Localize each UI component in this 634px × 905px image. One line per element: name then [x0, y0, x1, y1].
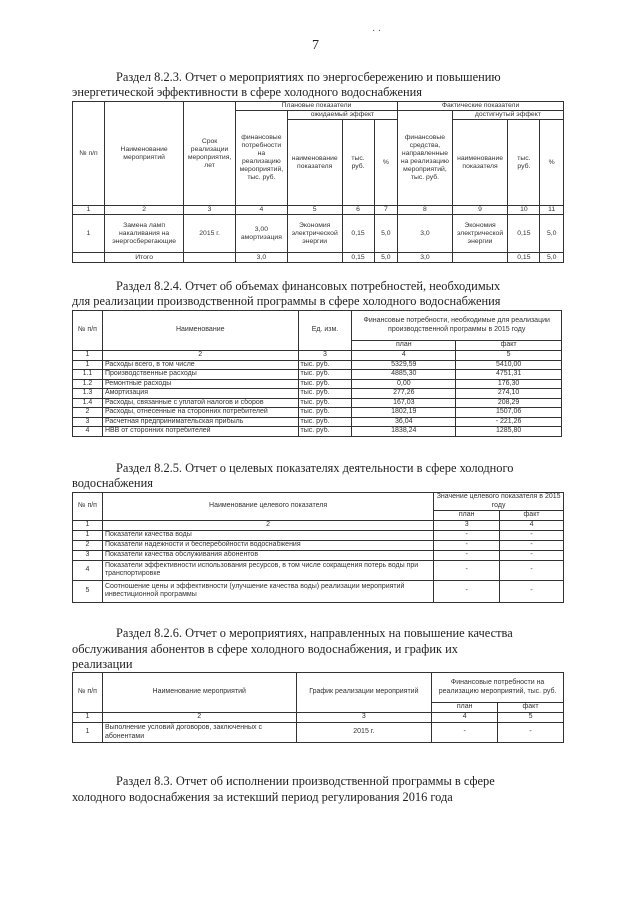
s825-table — [72, 492, 564, 603]
cell-name: Расходы, связанные с уплатой налогов и сборов — [102, 398, 298, 408]
cell-name: Расчетная предпринимательская прибыль — [102, 417, 298, 427]
cell-fact: - — [500, 530, 564, 540]
table-row — [73, 427, 562, 437]
s823-h-plan-fin: финансовые потребности на реализацию мероприятий, тыс. руб. — [235, 111, 287, 206]
s823-h-eff-name: наименование показателя — [287, 120, 342, 206]
cell-unit: тыс. руб. — [298, 398, 352, 408]
s823-colnum: 9 — [452, 206, 508, 215]
s823-h-expected: ожидаемый эффект — [287, 111, 397, 120]
s826-colnum: 2 — [102, 713, 296, 723]
s823-h-eff-thous: тыс. руб. — [342, 120, 374, 206]
cell-num: 1 — [73, 360, 103, 370]
s823-h-fact-fin: финансовые средства, направленные на реализацию мероприятий, тыс. руб. — [398, 111, 453, 206]
cell-unit: тыс. руб. — [298, 379, 352, 389]
s824-colnum: 3 — [298, 351, 352, 361]
cell-name: Расходы, отнесенные на сторонних потребителей — [102, 408, 298, 418]
cell-num: 1.4 — [73, 398, 103, 408]
cell-num: 3 — [73, 550, 103, 560]
cell-total-eff-pct: 5,0 — [374, 253, 398, 263]
s823-colnum: 11 — [540, 206, 564, 215]
s824-h-name: Наименование — [102, 311, 298, 351]
table-row — [73, 550, 564, 560]
cell-plan: - — [434, 550, 500, 560]
cell-plan: 4885,30 — [352, 370, 456, 380]
cell-num: 3 — [73, 417, 103, 427]
s825-h-num: № п/п — [73, 493, 103, 521]
cell-plan: 0,00 — [352, 379, 456, 389]
s823-title-line2: энергетической эффективности в сфере холодного водоснабжения — [72, 85, 423, 99]
cell-num: 1 — [73, 215, 105, 253]
cell-num: 1.2 — [73, 379, 103, 389]
s825-title-line2: водоснабжения — [72, 476, 153, 490]
cell-fact: 1507,06 — [456, 408, 562, 418]
s823-colnum: 5 — [287, 206, 342, 215]
cell-name: Показатели эффективности использования ресурсов, в том числе сокращения потерь воды при транспортировке — [102, 560, 433, 580]
cell-plan: - — [434, 580, 500, 602]
cell-total-fact-fin: 3,0 — [398, 253, 453, 263]
s824-h-fact: факт — [456, 341, 562, 351]
s826-colnum: 5 — [498, 713, 564, 723]
scan-mark: · · — [372, 26, 382, 37]
cell-name: Показатели качества воды — [102, 530, 433, 540]
cell-name: Амортизация — [102, 389, 298, 399]
s825-h-plan: план — [434, 511, 500, 521]
cell-ach-pct: 5,0 — [540, 215, 564, 253]
cell-name: Соотношение цены и эффективности (улучшение качества воды) реализации мероприятий инвестиционной программы — [102, 580, 433, 602]
cell-unit: тыс. руб. — [298, 360, 352, 370]
cell-name: Производственные расходы — [102, 370, 298, 380]
s825-h-fact: факт — [500, 511, 564, 521]
cell-unit: тыс. руб. — [298, 389, 352, 399]
page-number: 7 — [312, 38, 319, 53]
cell-fact: 1285,80 — [456, 427, 562, 437]
cell-fact-fin: 3,0 — [398, 215, 453, 253]
s824-colnum: 1 — [73, 351, 103, 361]
s823-colnum: 3 — [184, 206, 236, 215]
cell-name: Замена ламп накаливания на энергосберегающие — [105, 215, 184, 253]
cell-fact: - — [500, 560, 564, 580]
s823-colnum: 1 — [73, 206, 105, 215]
table-row — [73, 580, 564, 602]
s823-colnum: 6 — [342, 206, 374, 215]
cell-plan: - — [434, 540, 500, 550]
cell-plan: 1802,19 — [352, 408, 456, 418]
cell-num: 4 — [73, 560, 103, 580]
cell-ach-name: Экономия электрической энергии — [452, 215, 508, 253]
cell-num: 5 — [73, 580, 103, 602]
cell-plan: - — [434, 560, 500, 580]
s824-h-plan: план — [352, 341, 456, 351]
cell-name: Показатели надежности и бесперебойности водоснабжения — [102, 540, 433, 550]
table-row — [73, 560, 564, 580]
table-row — [73, 379, 562, 389]
cell-name: Показатели качества обслуживания абонентов — [102, 550, 433, 560]
s826-h-fin: Финансовые потребности на реализацию мероприятий, тыс. руб. — [432, 673, 564, 703]
cell-fact: 176,30 — [456, 379, 562, 389]
cell-total-ach-thous: 0,15 — [508, 253, 540, 263]
cell-term: 2015 г. — [184, 215, 236, 253]
cell-fact: 4751,31 — [456, 370, 562, 380]
table-row — [73, 389, 562, 399]
s826-h-num: № п/п — [73, 673, 103, 713]
table-row — [73, 530, 564, 540]
s826-title-line1: Раздел 8.2.6. Отчет о мероприятиях, направленных на повышение качества — [116, 626, 513, 640]
s823-h-plan: Плановые показатели — [235, 102, 397, 111]
s823-title-line1: Раздел 8.2.3. Отчет о мероприятиях по энергосбережению и повышению — [116, 70, 501, 84]
cell-plan: 5329,59 — [352, 360, 456, 370]
s825-colnum: 2 — [102, 520, 433, 530]
cell-eff-thous: 0,15 — [342, 215, 374, 253]
cell-eff-name: Экономия электрической энергии — [287, 215, 342, 253]
cell-fact: 274,10 — [456, 389, 562, 399]
s826-table — [72, 672, 564, 743]
cell-plan: 1838,24 — [352, 427, 456, 437]
s824-h-fin: Финансовые потребности, необходимые для реализации производственной программы в 2015 году — [352, 311, 562, 341]
table-row — [73, 417, 562, 427]
s823-h-term: Срок реализации мероприятия, лет — [184, 102, 236, 206]
table-row — [73, 398, 562, 408]
cell-fact: - 221,26 — [456, 417, 562, 427]
s826-colnum: 1 — [73, 713, 103, 723]
cell-num: 1.3 — [73, 389, 103, 399]
s825-colnum: 4 — [500, 520, 564, 530]
cell-fact: - — [500, 540, 564, 550]
cell-name: Выполнение условий договоров, заключенных с абонентами — [102, 723, 296, 743]
s823-h-ach-pct: % — [540, 120, 564, 206]
cell-num: 1 — [73, 723, 103, 743]
table-row — [73, 408, 562, 418]
table-row — [73, 540, 564, 550]
s823-colnum: 7 — [374, 206, 398, 215]
s824-h-num: № п/п — [73, 311, 103, 351]
cell-num: 2 — [73, 408, 103, 418]
s826-h-name: Наименование мероприятий — [102, 673, 296, 713]
s826-h-sched: График реализации мероприятий — [296, 673, 432, 713]
cell-unit: тыс. руб. — [298, 370, 352, 380]
s823-h-num: № п/п — [73, 102, 105, 206]
s823-h-eff-pct: % — [374, 120, 398, 206]
s823-h-ach-name: наименование показателя — [452, 120, 508, 206]
cell-plan: - — [432, 723, 498, 743]
s823-table — [72, 101, 564, 263]
s823-colnum: 4 — [235, 206, 287, 215]
s826-title-line3: реализации — [72, 657, 133, 671]
s825-h-val: Значение целевого показателя в 2015 году — [434, 493, 564, 511]
cell-fact: - — [498, 723, 564, 743]
cell-total-plan-fin: 3,0 — [235, 253, 287, 263]
table-row — [73, 370, 562, 380]
table-row-total — [73, 253, 564, 263]
cell-unit: тыс. руб. — [298, 427, 352, 437]
s826-h-plan: план — [432, 703, 498, 713]
cell-total-label: Итого — [105, 253, 184, 263]
cell-fact: 208,29 — [456, 398, 562, 408]
s825-title-line1: Раздел 8.2.5. Отчет о целевых показателях деятельности в сфере холодного — [116, 461, 514, 475]
s823-h-fact: Фактические показатели — [398, 102, 564, 111]
cell-name: Ремонтные расходы — [102, 379, 298, 389]
s823-colnum: 2 — [105, 206, 184, 215]
s824-colnum: 5 — [456, 351, 562, 361]
s826-colnum: 4 — [432, 713, 498, 723]
s824-colnum: 2 — [102, 351, 298, 361]
s826-colnum: 3 — [296, 713, 432, 723]
s83-title-line2: холодного водоснабжения за истекший период регулирования 2016 года — [72, 790, 453, 804]
cell-fact: 5410,00 — [456, 360, 562, 370]
s823-colnum: 8 — [398, 206, 453, 215]
cell-name: Расходы всего, в том числе — [102, 360, 298, 370]
cell-name: НВВ от сторонних потребителей — [102, 427, 298, 437]
table-row — [73, 215, 564, 253]
s825-colnum: 3 — [434, 520, 500, 530]
s823-colnum: 10 — [508, 206, 540, 215]
cell-plan: 167,03 — [352, 398, 456, 408]
cell-plan: 36,04 — [352, 417, 456, 427]
cell-num: 4 — [73, 427, 103, 437]
s83-title-line1: Раздел 8.3. Отчет об исполнении производственной программы в сфере — [116, 774, 495, 788]
s826-h-fact: факт — [498, 703, 564, 713]
cell-fact: - — [500, 550, 564, 560]
cell-plan: - — [434, 530, 500, 540]
cell-plan-fin: 3,00 амортизация — [235, 215, 287, 253]
s824-colnum: 4 — [352, 351, 456, 361]
cell-sched: 2015 г. — [296, 723, 432, 743]
cell-total-eff-thous: 0,15 — [342, 253, 374, 263]
cell-ach-thous: 0,15 — [508, 215, 540, 253]
cell-num: 1 — [73, 530, 103, 540]
s824-table — [72, 310, 562, 437]
cell-eff-pct: 5,0 — [374, 215, 398, 253]
s825-h-name: Наименование целевого показателя — [102, 493, 433, 521]
cell-num: 2 — [73, 540, 103, 550]
cell-plan: 277,26 — [352, 389, 456, 399]
table-row — [73, 360, 562, 370]
s826-title-line2: обслуживания абонентов в сфере холодного водоснабжения, и график их — [72, 642, 458, 656]
cell-fact: - — [500, 580, 564, 602]
s824-h-unit: Ед. изм. — [298, 311, 352, 351]
cell-num: 1.1 — [73, 370, 103, 380]
cell-unit: тыс. руб. — [298, 408, 352, 418]
s823-h-achieved: достигнутый эффект — [452, 111, 563, 120]
cell-unit: тыс. руб. — [298, 417, 352, 427]
cell-total-ach-pct: 5,0 — [540, 253, 564, 263]
s824-title-line2: для реализации производственной программы в сфере холодного водоснабжения — [72, 294, 501, 308]
s823-h-ach-thous: тыс. руб. — [508, 120, 540, 206]
s825-colnum: 1 — [73, 520, 103, 530]
table-row — [73, 723, 564, 743]
s824-title-line1: Раздел 8.2.4. Отчет об объемах финансовых потребностей, необходимых — [116, 279, 501, 293]
s823-h-name: Наименование мероприятий — [105, 102, 184, 206]
